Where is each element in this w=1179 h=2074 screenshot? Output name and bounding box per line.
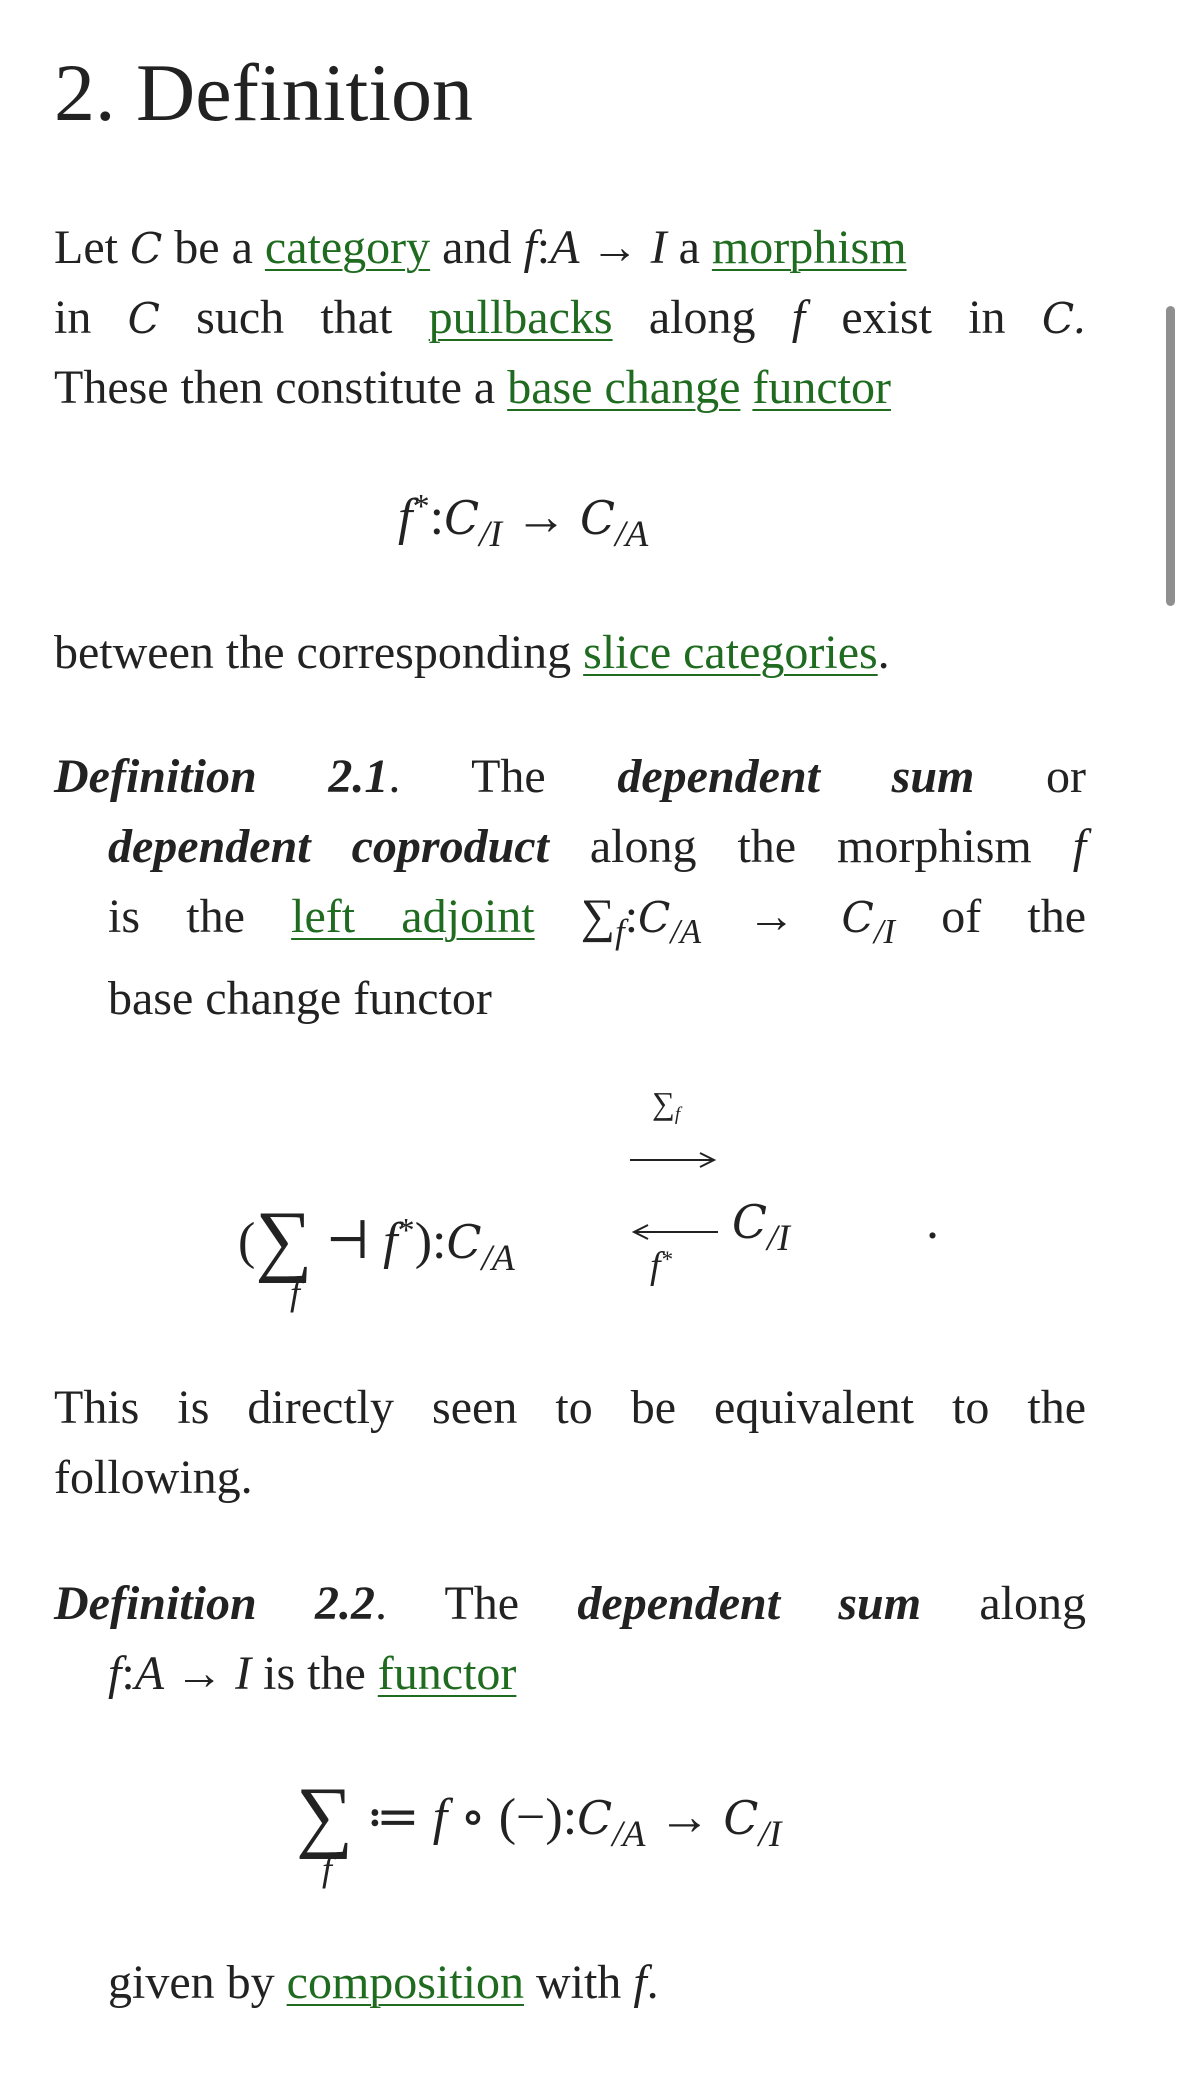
link-left-adjoint[interactable]: left adjoint <box>291 890 535 943</box>
definition-label: Definition 2.1 <box>54 750 389 803</box>
definition-label: Definition 2.2 <box>54 1577 375 1630</box>
link-morphism[interactable]: morphism <box>711 221 907 274</box>
article-page: 2. Definition Let C be a category and f:A → I a morphism in C such that pullbacks along f exist in C. These then constitute a base change functor $f^*:C_{/I} \to C_{/A}$ between the corresponding slice categories. Definition 2.1. The dependent sum or dependent coproduct along the morphism f is the left adjoint $\sum_f:C_{/A} \to C_{/I}$ of the base change functor (∑ ⊣ $f^*):C_{/A}$ f ∑f f* $C_{/I}$ . This is directly seen to be equivalent to the following. Definition 2.2. The dependent sum along f:A → I is the functor ∑ ≔ f ∘ $(-):C_{/A} \to C_{/I}$ f given by composition with f. <box>0 0 1179 2074</box>
morphism-expression: f:A → I <box>108 1647 252 1700</box>
term-dependent-coproduct: dependent coproduct <box>108 820 549 873</box>
link-functor[interactable]: functor <box>752 361 891 414</box>
link-pullbacks[interactable]: pullbacks <box>428 291 613 344</box>
section-heading: 2. Definition <box>54 47 474 138</box>
scrollbar-thumb[interactable] <box>1166 306 1175 606</box>
left-arrow-icon <box>630 1222 720 1242</box>
link-composition[interactable]: composition <box>286 1956 524 2009</box>
link-functor-2[interactable]: functor <box>377 1647 517 1700</box>
link-category[interactable]: category <box>264 221 431 274</box>
link-base-change[interactable]: base change <box>507 361 741 414</box>
morphism-expression: f:A → I <box>523 221 667 274</box>
base-change-display: $f^*:C_{/I} \to C_{/A}$ <box>398 486 649 555</box>
term-dependent-sum: dependent sum <box>577 1577 922 1630</box>
term-dependent-sum: dependent sum <box>617 750 975 803</box>
sum-functor-expression: $\sum_f:C_{/A} \to C_{/I}$ <box>580 890 895 952</box>
link-slice-categories[interactable]: slice categories <box>583 626 878 679</box>
right-arrow-icon <box>628 1150 718 1170</box>
category-symbol: C <box>129 224 163 273</box>
